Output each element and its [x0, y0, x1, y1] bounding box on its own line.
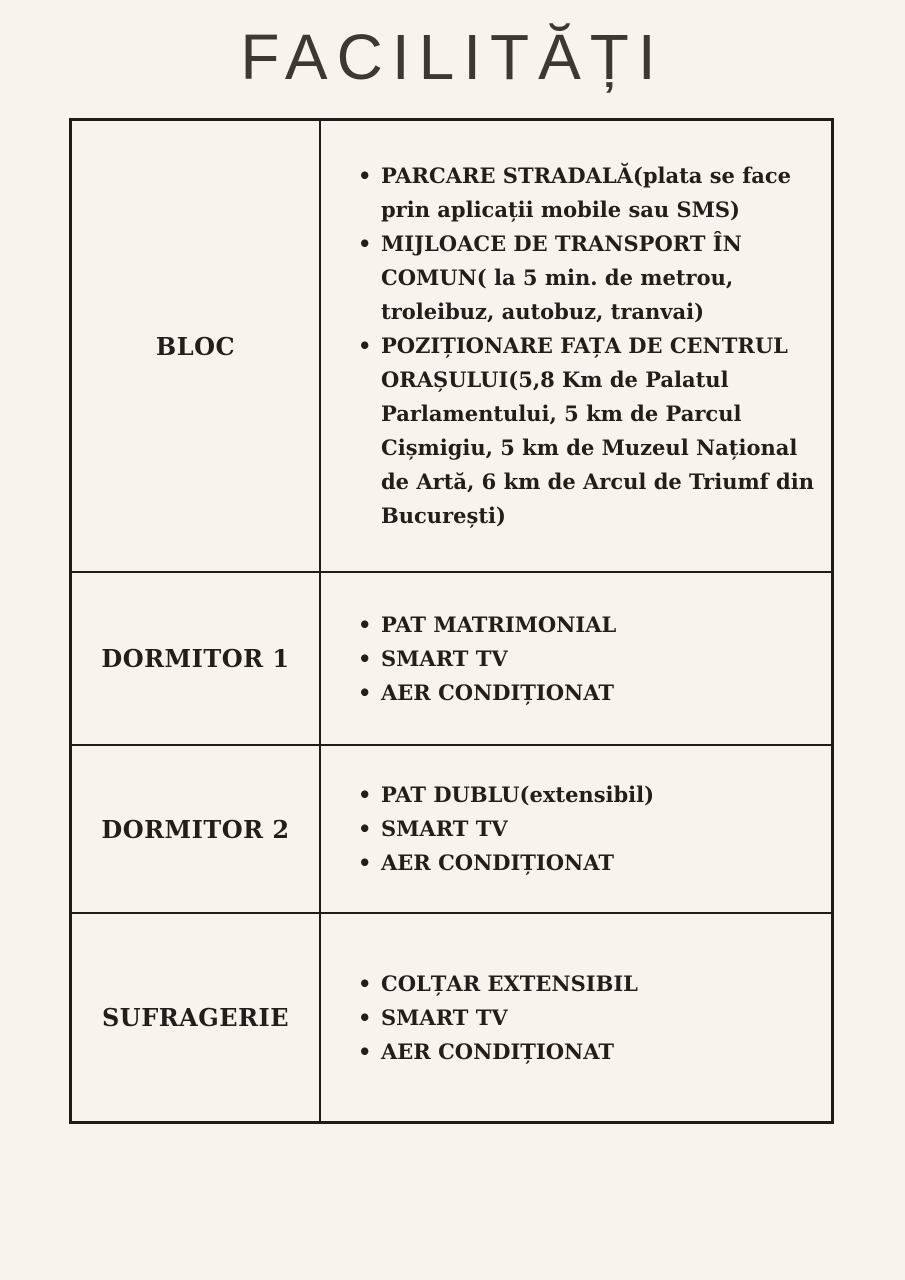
feature-item: • SMART TV: [381, 642, 616, 676]
room-label-cell: [72, 914, 321, 1121]
feature-item: • AER CONDIȚIONAT: [381, 676, 616, 710]
room-label: DORMITOR 2: [101, 814, 290, 844]
room-label-cell: [72, 121, 321, 571]
features-list: [355, 967, 638, 1069]
feature-item: • SMART TV: [381, 812, 654, 846]
table-row: [72, 744, 831, 912]
feature-item: • SMART TV: [381, 1001, 638, 1035]
feature-item: • PAT DUBLU(extensibil): [381, 778, 654, 812]
page-title: FACILITĂȚI: [240, 21, 665, 93]
room-label: SUFRAGERIE: [101, 1003, 290, 1032]
features-cell: [321, 121, 831, 571]
room-label-cell: [72, 573, 321, 744]
features-cell: [321, 914, 831, 1121]
feature-item: • AER CONDIȚIONAT: [381, 846, 654, 880]
table-row: [72, 571, 831, 744]
features-cell: [321, 573, 831, 744]
room-label-cell: [72, 746, 321, 912]
room-label: DORMITOR 1: [101, 644, 290, 673]
feature-item: • COLȚAR EXTENSIBIL: [381, 967, 638, 1001]
room-label: BLOC: [155, 331, 236, 361]
table-row: [72, 912, 831, 1121]
facilities-table: [69, 118, 834, 1124]
features-list: [355, 778, 654, 880]
feature-item: • AER CONDIȚIONAT: [381, 1035, 638, 1069]
feature-item: • PARCARE STRADALĂ(plata se face prin aplicații mobile sau SMS): [381, 159, 817, 227]
feature-item: • PAT MATRIMONIAL: [381, 608, 616, 642]
features-cell: [321, 746, 831, 912]
features-list: [355, 159, 817, 533]
feature-item: • POZIȚIONARE FAȚA DE CENTRUL ORAȘULUI(5,8 Km de Palatul Parlamentului, 5 km de Parcul Cișmigiu, 5 km de Muzeul Național de Artă, 6 km de Arcul de Triumf din București): [381, 329, 817, 533]
feature-item: • MIJLOACE DE TRANSPORT ÎN COMUN( la 5 min. de metrou, troleibuz, autobuz, tranvai): [381, 227, 817, 329]
table-row: [72, 121, 831, 571]
features-list: [355, 608, 616, 710]
